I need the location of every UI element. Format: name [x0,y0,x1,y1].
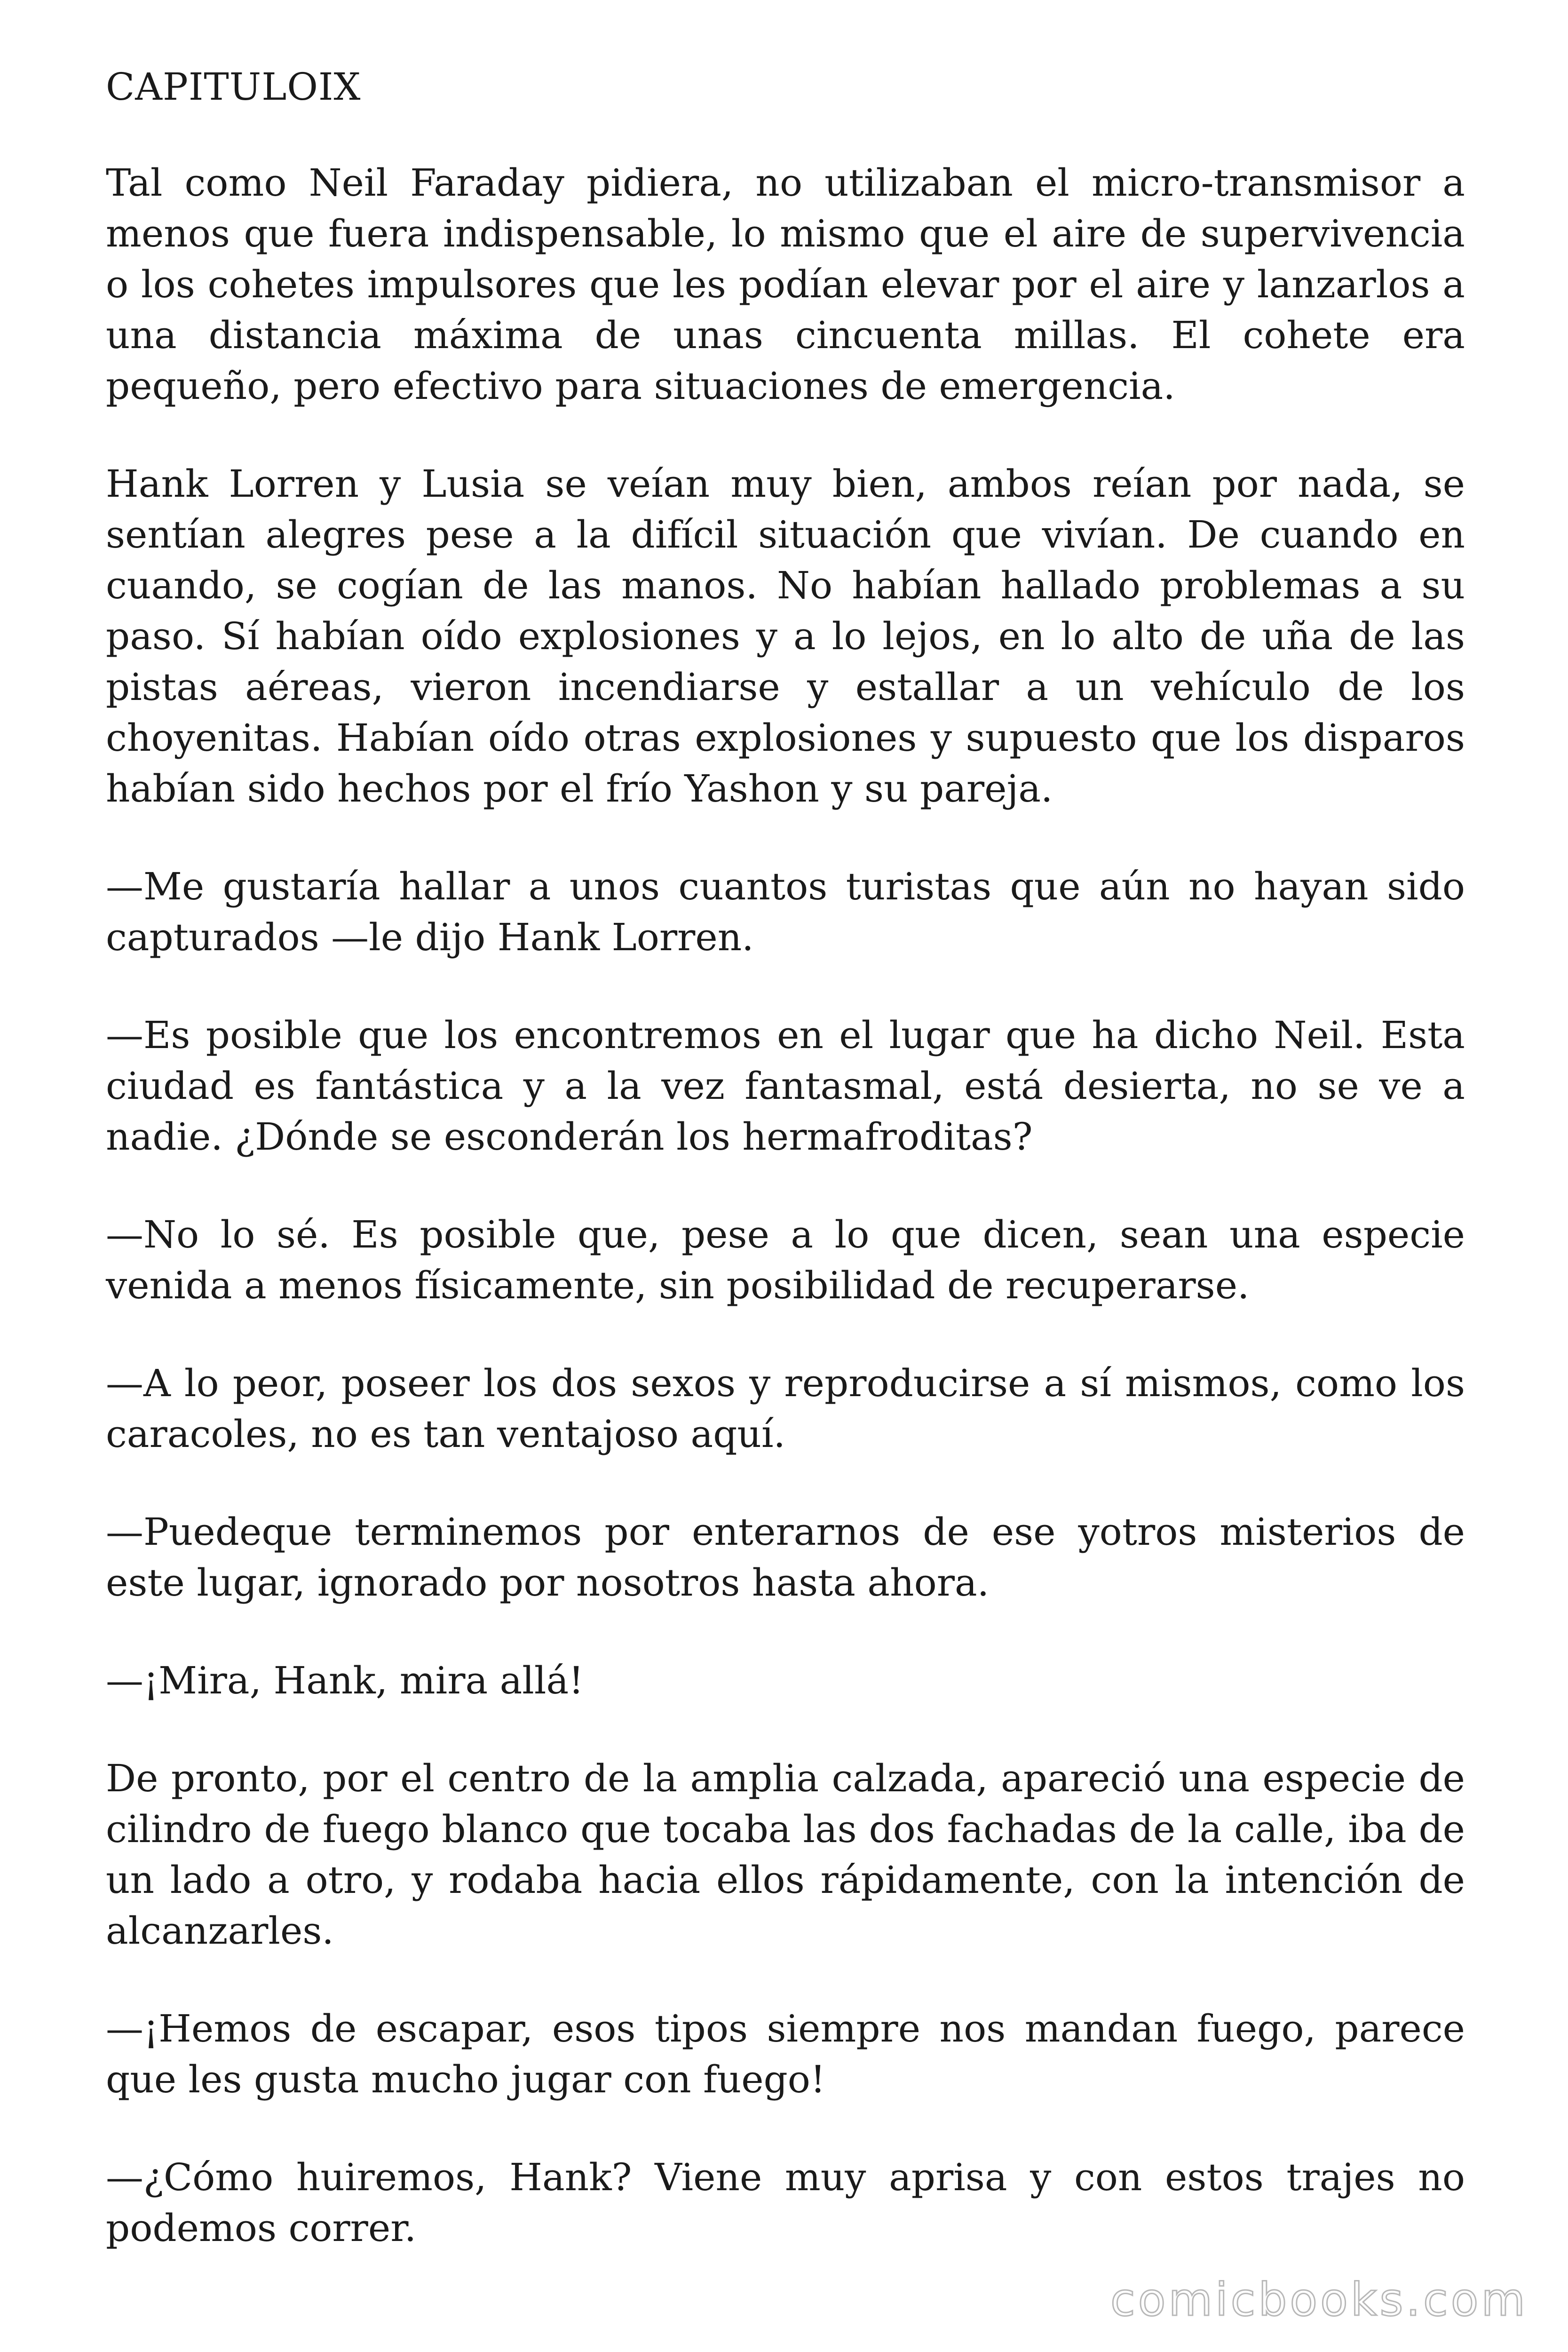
paragraph: Hank Lorren y Lusia se veían muy bien, ambos reían por nada, se sentían alegres pese a la difícil situación que vivían. De cuando en cuando, se cogían de las manos. No habían hallado problemas a su paso. Sí habían oído explosiones y a lo lejos, en lo alto de uña de las pistas aéreas, vieron incendiarse y estallar a un vehículo de los choyenitas. Habían oído otras explosiones y supuesto que los disparos habían sido hechos por el frío Yashon y su pareja. [106,462,1465,810]
paragraph: —No lo sé. Es posible que, pese a lo que dicen, sean una especie venida a menos físicamente, sin posibilidad de recuperarse. [106,1213,1465,1307]
paragraph: —Me gustaría hallar a unos cuantos turistas que aún no hayan sido capturados —le dijo Hank Lorren. [106,865,1465,959]
paragraph: Tal como Neil Faraday pidiera, no utilizaban el micro-transmisor a menos que fuera indispensable, lo mismo que el aire de supervivencia o los cohetes impulsores que les podían elevar por el aire y lanzarlos a una distancia máxima de unas cincuenta millas. El cohete era pequeño, pero efectivo para situaciones de emergencia. [106,161,1465,408]
paragraph: De pronto, por el centro de la amplia calzada, apareció una especie de cilindro de fuego blanco que tocaba las dos fachadas de la calle, iba de un lado a otro, y rodaba hacia ellos rápidamente, con la intención de alcanzarles. [106,1756,1465,1953]
paragraph: —Es posible que los encontremos en el lugar que ha dicho Neil. Esta ciudad es fantástica y a la vez fantasmal, está desierta, no se ve a nadie. ¿Dónde se esconderán los hermafroditas? [106,1013,1465,1159]
paragraph: —Puedeque terminemos por enterarnos de ese yotros misterios de este lugar, ignorado por nosotros hasta ahora. [106,1510,1465,1605]
paragraph: —¿Cómo huiremos, Hank? Viene muy aprisa y con estos trajes no podemos correr. [106,2155,1465,2250]
paragraph: —¡Hemos de escapar, esos tipos siempre nos mandan fuego, parece que les gusta mucho jugar con fuego! [106,2007,1465,2101]
paragraph: —¡Mira, Hank, mira allá! [106,1659,584,1702]
chapter-title: CAPITULOIX [106,65,361,109]
document-page [106,61,1465,2301]
paragraph: —A lo peor, poseer los dos sexos y reproducirse a sí mismos, como los caracoles, no es tan ventajoso aquí. [106,1361,1465,1456]
watermark: comicbooks.com [1110,2273,1528,2326]
